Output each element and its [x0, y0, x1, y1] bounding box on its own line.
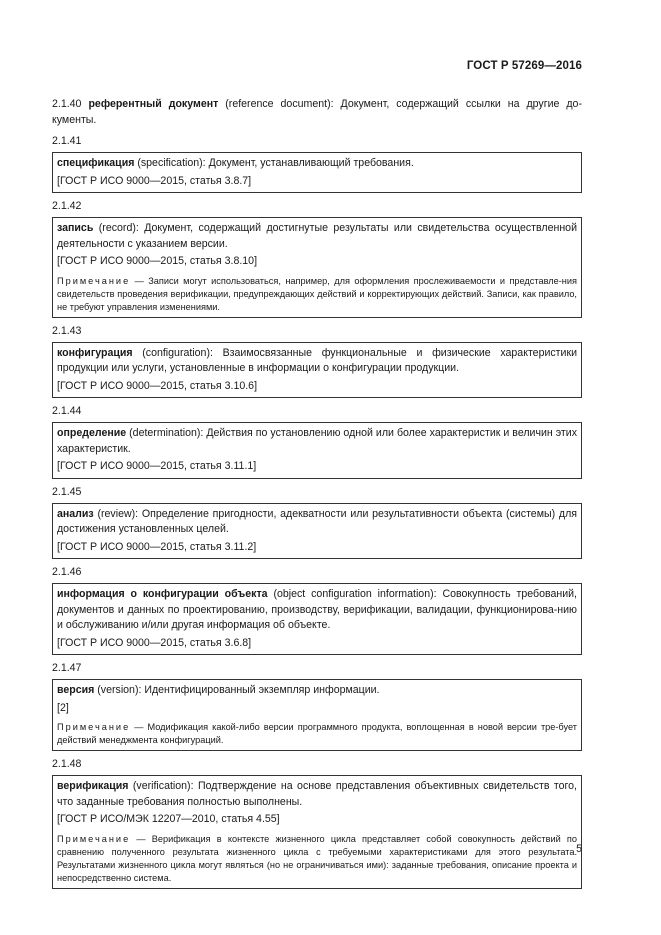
entry-reference: [2] [57, 701, 69, 714]
entry-number: 2.1.47 [52, 662, 82, 674]
entry-text: (determination): Действия по установлению одной или более характеристик и величин этих характеристик. [57, 427, 577, 455]
entry-number: 2.1.48 [52, 758, 82, 770]
entry-term: референтный документ [88, 98, 219, 110]
entry-text: (record): Документ, содержащий достигнутые результаты или свидетельства осуществленной деятельности с указанием версии. [57, 222, 577, 250]
definition-box-review [52, 503, 582, 560]
entry-number: 2.1.41 [52, 135, 82, 147]
entry-text: (configuration): Взаимосвязанные функциональные и физические характеристики продукции или услуги, установленные в информации о конфигурации продукции. [57, 346, 577, 374]
entry-reference: [ГОСТ Р ИСО 9000—2015, статья 3.11.2] [57, 540, 257, 553]
note-text: — Записи могут использоваться, например, для оформления прослеживаемости и представле-ния свидетельств проведения верификации, предупреждающих действий и корректирующих действий. Записи, как правило, не требуют управления изменениями. [57, 275, 577, 312]
entry-number: 2.1.46 [52, 566, 82, 578]
entry-term: определение [57, 427, 127, 439]
entry-number: 2.1.44 [52, 405, 82, 417]
entry-term: конфигурация [57, 346, 133, 359]
entry-number: 2.1.42 [52, 200, 82, 212]
note-text: — Модификация какой-либо версии программного продукта, воплощенная в новой версии тре-бует действий менеджмента конфигураций. [57, 722, 577, 745]
entry-term: спецификация [57, 157, 135, 169]
definition-box-determination [52, 422, 582, 479]
entry-note [57, 721, 577, 747]
page-number: 5 [576, 843, 582, 855]
entry-term: версия [57, 684, 95, 696]
entry-term: анализ [57, 507, 94, 520]
entry-term: запись [57, 222, 94, 234]
entry-number: 2.1.45 [52, 485, 82, 498]
entry-reference: [ГОСТ Р ИСО 9000—2015, статья 3.6.8] [57, 636, 252, 649]
entry-note [57, 833, 577, 885]
document-body [52, 97, 582, 889]
entry-reference: [ГОСТ Р ИСО/МЭК 12207—2010, статья 4.55] [57, 813, 280, 825]
entry-term: информация о конфигурации объекта [57, 588, 268, 600]
entry-term: верификация [57, 780, 129, 792]
entry-reference: [ГОСТ Р ИСО 9000—2015, статья 3.8.7] [57, 174, 252, 187]
entry-reference: [ГОСТ Р ИСО 9000—2015, статья 3.8.10] [57, 255, 258, 267]
entry-reference: [ГОСТ Р ИСО 9000—2015, статья 3.10.6] [57, 379, 258, 392]
definition-2-1-40 [52, 97, 582, 128]
definition-box-specification [52, 152, 582, 193]
entry-reference: [ГОСТ Р ИСО 9000—2015, статья 3.11.1] [57, 460, 257, 472]
entry-text: (reference document): Документ, содержащий ссылки на другие до-кументы. [52, 98, 582, 126]
note-text: — Верификация в контексте жизненного цикла представляет собой совокупность действий по сравнению полученного результата жизненного цикла с требуемыми характеристиками для этого результата. Результатами жизненного цикла могут являться (но не ограничиваться ими): заданные требования, описание проекта и непосредственно система. [57, 833, 577, 883]
entry-text: (version): Идентифицированный экземпляр информации. [94, 684, 380, 696]
entry-text: (review): Определение пригодности, адекватности или результативности объекта (системы) для достижения установленных целей. [57, 507, 577, 535]
entry-number: 2.1.40 [52, 98, 82, 110]
definition-box-version [52, 679, 582, 751]
entry-text: (object configuration information): Совокупность требований, документов и данных по проектированию, производству, верификации, валидации, функционирова-нию и обслуживанию и/или другая информация об объекте. [57, 588, 577, 631]
entry-number: 2.1.43 [52, 324, 82, 337]
definition-box-record [52, 217, 582, 318]
definition-box-configuration [52, 342, 582, 399]
note-label: Примечание [57, 833, 131, 844]
note-label: Примечание [57, 275, 131, 286]
definition-box-verification [52, 775, 582, 889]
entry-text: (verification): Подтверждение на основе представления объективных свидетельств того, что заданные требования полностью выполнены. [57, 780, 577, 808]
entry-note [57, 275, 577, 314]
definition-box-object-configuration-information [52, 583, 582, 655]
note-label: Примечание [57, 722, 131, 732]
page-header-standard: ГОСТ Р 57269—2016 [466, 60, 582, 72]
entry-text: (specification): Документ, устанавливающий требования. [134, 157, 414, 169]
